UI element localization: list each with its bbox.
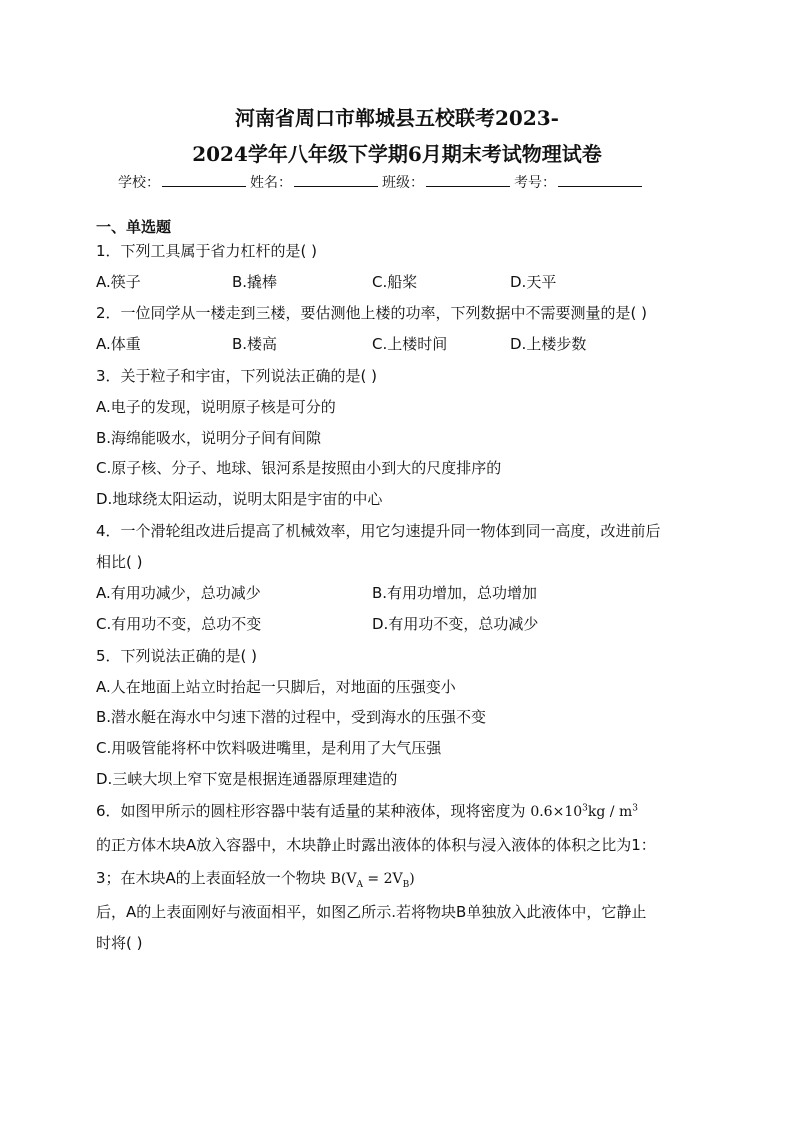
q1-option-a: A.筷子 — [96, 273, 141, 291]
q6-formula-sub-a: A — [356, 879, 363, 890]
q4-option-c: C.有用功不变，总功不变 — [96, 615, 262, 633]
name-label: 姓名： — [250, 175, 292, 191]
q6-stem-line5: 时将( ) — [96, 934, 143, 952]
number-blank — [558, 172, 642, 187]
q6-formula-end: ) — [409, 871, 415, 887]
q3-option-a: A.电子的发现，说明原子核是可分的 — [96, 398, 336, 416]
q2-stem: 2．一位同学从一楼走到三楼，要估测他上楼的功率，下列数据中不需要测量的是( ) — [96, 304, 648, 322]
q6-density-unit: kg / m — [587, 804, 633, 820]
q5-option-a: A.人在地面上站立时抬起一只脚后，对地面的压强变小 — [96, 678, 456, 696]
school-label: 学校： — [118, 175, 160, 191]
class-blank — [426, 172, 510, 187]
q6-stem-text1: 6．如图甲所示的圆柱形容器中装有适量的某种液体，现将密度为 — [96, 802, 526, 820]
exam-title-line2: 2024学年八年级下学期6月期末考试物理试卷 — [192, 142, 602, 166]
q6-density-value: 0.6×10 — [530, 804, 583, 820]
q4-stem-line1: 4．一个滑轮组改进后提高了机械效率，用它匀速提升同一物体到同一高度，改进前后 — [96, 522, 661, 540]
q4-option-a: A.有用功减少，总功减少 — [96, 584, 261, 602]
q3-option-c: C.原子核、分子、地球、银河系是按照由小到大的尺度排序的 — [96, 459, 502, 477]
q4-option-d: D.有用功不变，总功减少 — [372, 615, 539, 633]
q6-stem-line4: 后，A的上表面刚好与液面相平，如图乙所示.若将物块B单独放入此液体中，它静止 — [96, 903, 647, 921]
q2-option-d: D.上楼步数 — [510, 335, 587, 353]
student-info-row — [118, 172, 678, 192]
number-label: 考号： — [514, 175, 556, 191]
q6-density-unit-exp: 3 — [632, 803, 638, 814]
q6-volume-formula — [330, 871, 415, 890]
q6-formula-sub-b: B — [402, 879, 410, 890]
q1-option-b: B.撬棒 — [232, 273, 278, 291]
q5-option-b: B.潜水艇在海水中匀速下潜的过程中，受到海水的压强不变 — [96, 708, 487, 726]
q6-stem-line3 — [96, 867, 415, 890]
q6-stem-line1 — [96, 800, 638, 821]
q4-stem-line2: 相比( ) — [96, 553, 143, 571]
name-blank — [294, 172, 378, 187]
q6-density-formula — [530, 804, 638, 820]
q1-option-d: D.天平 — [510, 273, 557, 291]
q6-formula-start: B(V — [330, 871, 357, 887]
q5-option-c: C.用吸管能将杯中饮料吸进嘴里，是利用了大气压强 — [96, 739, 442, 757]
q2-option-b: B.楼高 — [232, 335, 278, 353]
q6-stem-text3: 3；在木块A的上表面轻放一个物块 — [96, 869, 326, 887]
q3-stem: 3．关于粒子和宇宙，下列说法正确的是( ) — [96, 367, 378, 385]
q6-stem-line2: 的正方体木块A放入容器中，木块静止时露出液体的体积与浸入液体的体积之比为1： — [96, 836, 656, 854]
q6-density-exp: 3 — [582, 803, 588, 814]
q4-option-b: B.有用功增加，总功增加 — [372, 584, 538, 602]
school-blank — [162, 172, 246, 187]
q5-option-d: D.三峡大坝上窄下宽是根据连通器原理建造的 — [96, 770, 398, 788]
q2-option-a: A.体重 — [96, 335, 141, 353]
q2-option-c: C.上楼时间 — [372, 335, 448, 353]
class-label: 班级： — [382, 175, 424, 191]
q3-option-d: D.地球绕太阳运动，说明太阳是宇宙的中心 — [96, 490, 383, 508]
q6-formula-mid: = 2V — [362, 871, 403, 887]
q5-stem: 5．下列说法正确的是( ) — [96, 647, 258, 665]
q1-option-c: C.船桨 — [372, 273, 418, 291]
section-heading: 一、单选题 — [96, 218, 172, 236]
q3-option-b: B.海绵能吸水，说明分子间有间隙 — [96, 429, 322, 447]
q1-stem: 1．下列工具属于省力杠杆的是( ) — [96, 242, 318, 260]
exam-title-line1: 河南省周口市郸城县五校联考2023- — [235, 106, 559, 130]
